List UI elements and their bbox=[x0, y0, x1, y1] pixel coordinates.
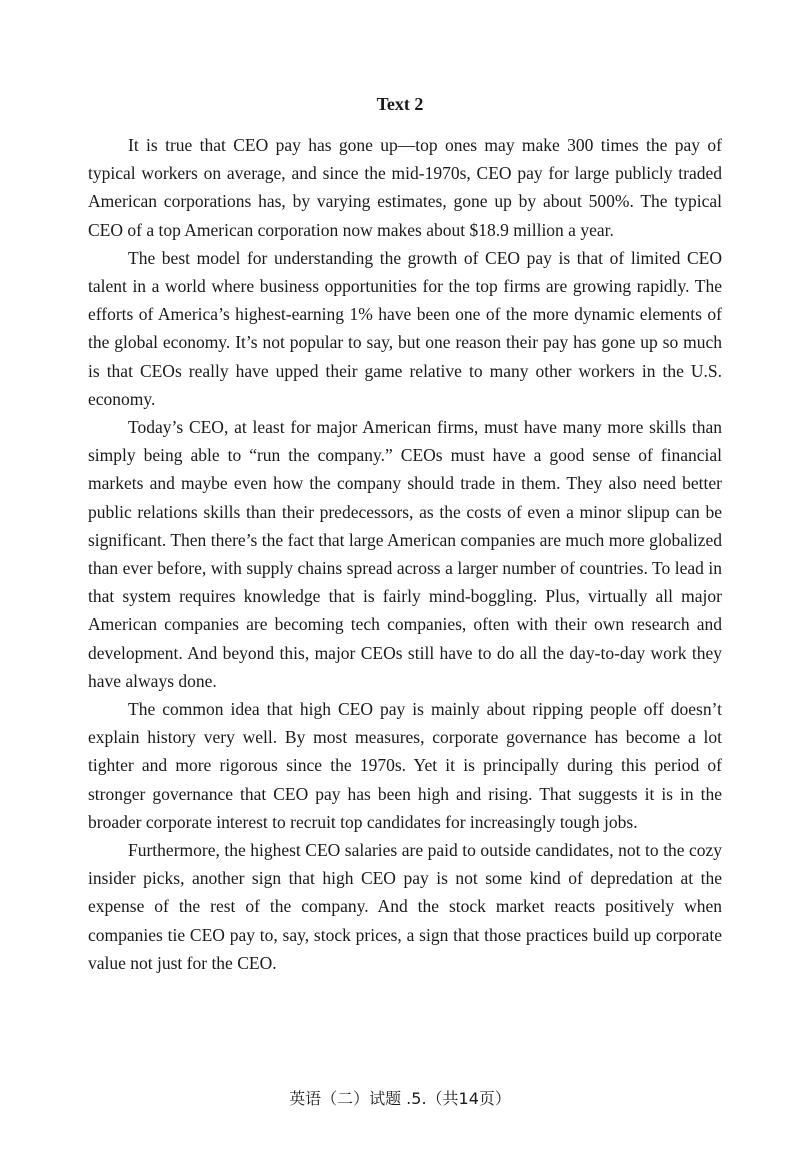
paragraph-3: Today’s CEO, at least for major American firms, must have many more skills than simply being able to “run the company.” CEOs must have a good sense of financial markets and maybe even how the company should trade in them. They also need better public relations skills than their predecessors, as the costs of even a minor slipup can be significant. Then there’s the fact that large American companies are much more globalized than ever before, with supply chains spread across a larger number of countries. To lead in that system requires knowledge that is fairly mind-boggling. Plus, virtually all major American companies are becoming tech companies, often with their own research and development. And beyond this, major CEOs still have to do all the day-to-day work they have always done. bbox=[88, 417, 722, 691]
paragraph-5: Furthermore, the highest CEO salaries are paid to outside candidates, not to the cozy insider picks, another sign that high CEO pay is not some kind of depredation at the expense of the rest of the company. And the stock market reacts positively when companies tie CEO pay to, say, stock prices, a sign that those practices build up corporate value not just for the CEO. bbox=[88, 840, 722, 973]
page-footer: 英语（二）试题 .5.（共14页） bbox=[289, 1089, 511, 1108]
paragraph-2: The best model for understanding the growth of CEO pay is that of limited CEO talent in a world where business opportunities for the top firms are growing rapidly. The efforts of America’s highest-earning 1% have been one of the more dynamic elements of the global economy. It’s not popular to say, but one reason their pay has gone up so much is that CEOs really have upped their game relative to many other workers in the U.S. economy. bbox=[88, 247, 722, 409]
text-title: Text 2 bbox=[376, 94, 424, 114]
paragraph-1: It is true that CEO pay has gone up—top ones may make 300 times the pay of typical workers on average, and since the mid-1970s, CEO pay for large publicly traded American corporations has, by varying estimates, gone up by about 500%. The typical CEO of a top American corporation now makes about $18.9 million a year. bbox=[88, 135, 722, 240]
passage-body bbox=[88, 131, 722, 977]
paragraph-4: The common idea that high CEO pay is mainly about ripping people off doesn’t explain history very well. By most measures, corporate governance has become a lot tighter and more rigorous since the 1970s. Yet it is principally during this period of stronger governance that CEO pay has been high and rising. That suggests it is in the broader corporate interest to recruit top candidates for increasingly tough jobs. bbox=[88, 699, 722, 832]
